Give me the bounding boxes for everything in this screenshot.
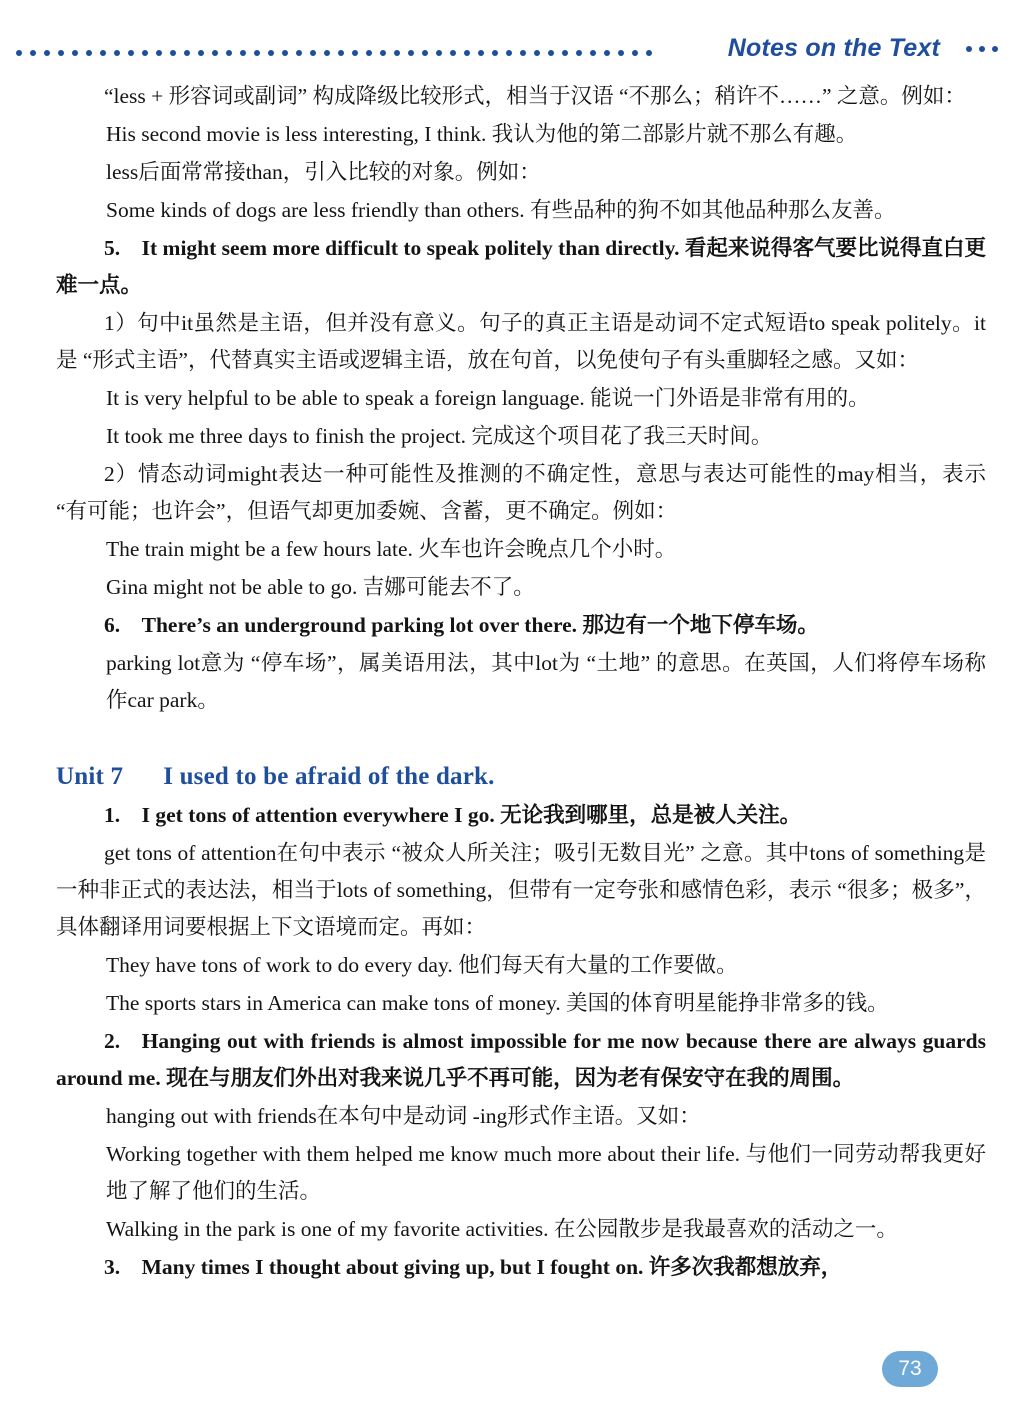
example-the-train-might: The train might be a few hours late. 火车也许会晚点几个小时。 [106, 537, 677, 561]
u7-item-2-note: hanging out with friends在本句中是动词 -ing形式作主语。又如： [106, 1104, 701, 1128]
header-dot [408, 50, 414, 56]
header-dot [128, 50, 134, 56]
example-some-kinds-of-dogs: Some kinds of dogs are less friendly than others. 有些品种的狗不如其他品种那么友善。 [106, 198, 896, 222]
header-dot [618, 50, 624, 56]
header-dot [436, 50, 442, 56]
example-it-is-very-helpful: It is very helpful to be able to speak a foreign language. 能说一门外语是非常有用的。 [106, 386, 870, 410]
unit-7-heading [56, 763, 986, 791]
item-6-note: parking lot意为 “停车场”，属美语用法，其中lot为 “土地” 的意思。在英国，人们将停车场称作car park。 [106, 651, 986, 712]
header-dot [966, 46, 972, 52]
header-dot [548, 50, 554, 56]
header-dot [240, 50, 246, 56]
item-5-note-2: 2）情态动词might表达一种可能性及推测的不确定性，意思与表达可能性的may相当，表示 “有可能；也许会”，但语气却更加委婉、含蓄，更不确定。例如： [56, 462, 986, 523]
header-dot [590, 50, 596, 56]
example-his-second-movie: His second movie is less interesting, I think. 我认为他的第二部影片就不那么有趣。 [106, 122, 858, 146]
note-less-than: less后面常常接than，引入比较的对象。例如： [106, 160, 541, 184]
header-dot [506, 50, 512, 56]
header-dot [324, 50, 330, 56]
header-dot [254, 50, 260, 56]
paragraph-less-intro: “less + 形容词或副词” 构成降级比较形式，相当于汉语 “不那么；稍许不……” 之意。例如： [104, 84, 966, 108]
example-gina-might-not: Gina might not be able to go. 吉娜可能去不了。 [106, 575, 535, 599]
header-dot [198, 50, 204, 56]
unit-title: I used to be afraid of the dark. [163, 763, 495, 790]
header-dot [576, 50, 582, 56]
page-content [56, 78, 986, 1287]
header-dot [992, 46, 998, 52]
header-dot [492, 50, 498, 56]
header-dot [44, 50, 50, 56]
header-dot [142, 50, 148, 56]
example-working-together: Working together with them helped me know much more about their life. 与他们一同劳动帮我更好地了解了他们的生活。 [106, 1142, 986, 1203]
header-dot [58, 50, 64, 56]
header-dot [534, 50, 540, 56]
header-dot [979, 46, 985, 52]
header-dot [282, 50, 288, 56]
header-dot [422, 50, 428, 56]
unit-number: Unit 7 [56, 763, 124, 790]
example-it-took-me-three-days: It took me three days to finish the project. 完成这个项目花了我三天时间。 [106, 424, 773, 448]
u7-item-3-heading: 3. Many times I thought about giving up, but I fought on. 许多次我都想放弃， [104, 1255, 843, 1279]
header-dot [478, 50, 484, 56]
header-dot [170, 50, 176, 56]
item-5-heading: 5. It might seem more difficult to speak politely than directly. 看起来说得客气要比说得直白更难一点。 [56, 236, 986, 297]
header-dot [338, 50, 344, 56]
header-dot [114, 50, 120, 56]
page-header [0, 26, 1024, 72]
example-walking-in-the-park: Walking in the park is one of my favorite activities. 在公园散步是我最喜欢的活动之一。 [106, 1217, 898, 1241]
header-dot [632, 50, 638, 56]
u7-item-1-note: get tons of attention在句中表示 “被众人所关注；吸引无数目光” 之意。其中tons of something是一种非正式的表达法，相当于lots of something，但带有一定夸张和感情色彩，表示 “很多；极多”，具体翻译用词要根据上下文语境而定。再如： [56, 841, 986, 939]
header-dot [352, 50, 358, 56]
header-dot [86, 50, 92, 56]
header-dot [226, 50, 232, 56]
header-dot-rule-right [966, 46, 998, 52]
header-dot [646, 50, 652, 56]
u7-item-2-heading: 2. Hanging out with friends is almost impossible for me now because there are always guards around me. 现在与朋友们外出对我来说几乎不再可能，因为老有保安守在我的周围。 [56, 1029, 986, 1090]
header-dot [380, 50, 386, 56]
example-they-have-tons-of-work: They have tons of work to do every day. 他们每天有大量的工作要做。 [106, 953, 738, 977]
header-dot [394, 50, 400, 56]
header-dot [100, 50, 106, 56]
header-dot-rule-left [16, 48, 696, 58]
header-dot [30, 50, 36, 56]
header-dot [156, 50, 162, 56]
header-dot [464, 50, 470, 56]
u7-item-1-heading: 1. I get tons of attention everywhere I go. 无论我到哪里，总是被人关注。 [104, 803, 802, 827]
header-dot [520, 50, 526, 56]
header-dot [604, 50, 610, 56]
header-dot [72, 50, 78, 56]
page-number-badge: 73 [882, 1351, 938, 1387]
header-dot [212, 50, 218, 56]
header-dot [450, 50, 456, 56]
item-6-heading: 6. There’s an underground parking lot over there. 那边有一个地下停车场。 [104, 613, 819, 637]
header-dot [268, 50, 274, 56]
header-dot [16, 50, 22, 56]
header-dot [366, 50, 372, 56]
item-5-note-1: 1）句中it虽然是主语，但并没有意义。句子的真正主语是动词不定式短语to speak politely。it是 “形式主语”，代替真实主语或逻辑主语，放在句首，以免使句子有头重脚轻之感。又如： [56, 311, 986, 372]
header-title: Notes on the Text [727, 34, 940, 62]
header-dot [310, 50, 316, 56]
header-dot [562, 50, 568, 56]
header-dot [184, 50, 190, 56]
header-dot [296, 50, 302, 56]
example-sports-stars-america: The sports stars in America can make tons of money. 美国的体育明星能挣非常多的钱。 [106, 991, 889, 1015]
